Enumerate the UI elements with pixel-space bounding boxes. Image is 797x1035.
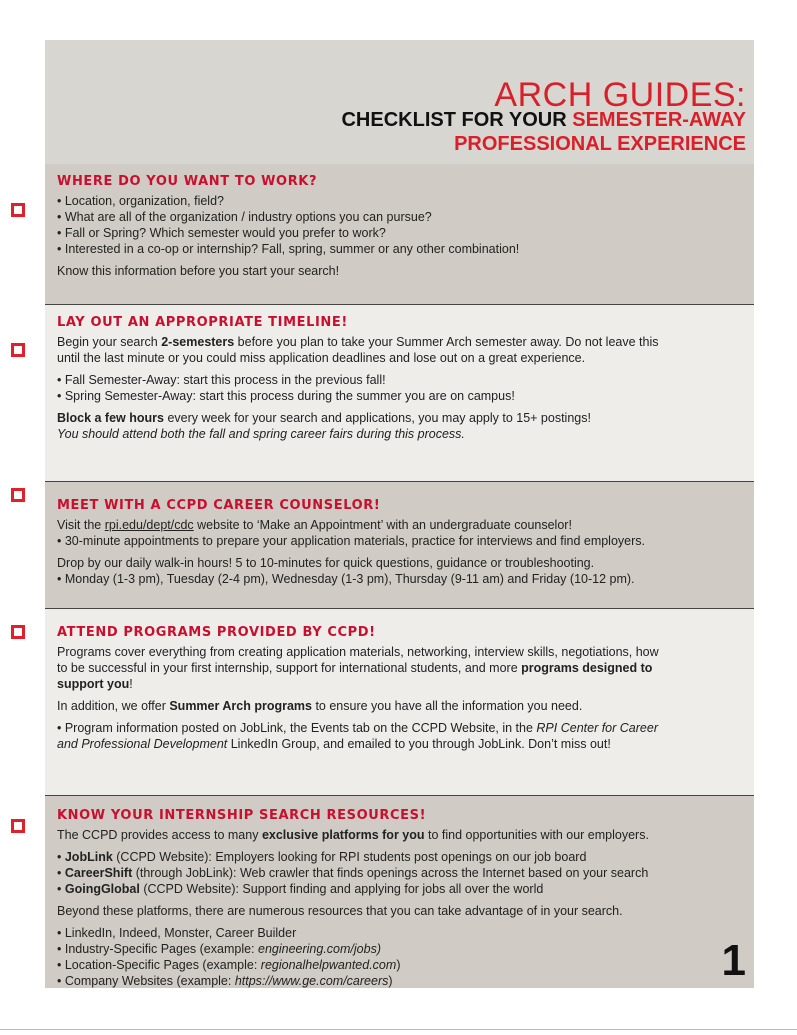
cdc-website-link[interactable]: rpi.edu/dept/cdc (104, 518, 194, 532)
text: The CCPD provides access to many (57, 828, 262, 842)
text: ) (396, 958, 401, 972)
bullet-item: • 30-minute appointments to prepare your application materials, practice for interviews and find employers. (57, 534, 646, 548)
italic-text: https://www.ge.com/careers (234, 974, 389, 988)
checkbox-programs[interactable] (11, 625, 25, 639)
paragraph-line (57, 660, 742, 676)
paragraph-line (57, 736, 742, 752)
subtitle-accent: SEMESTER-AWAY (572, 109, 746, 131)
guide-page (45, 40, 754, 988)
section-counselor (45, 482, 754, 608)
page-title: ARCH GUIDES: (494, 76, 746, 114)
bold-text: GoingGlobal (64, 882, 140, 896)
bullet-item: • Interested in a co-op or internship? Fall, spring, summer or any other combination! (57, 242, 520, 256)
text: (through JobLink): Web crawler that finds openings across the Internet based on your search (132, 866, 649, 880)
page-subtitle-line2: PROFESSIONAL EXPERIENCE (454, 133, 746, 155)
bold-text: Summer Arch programs (169, 699, 312, 713)
bullet-item: • Monday (1-3 pm), Tuesday (2-4 pm), Wednesday (1-3 pm), Thursday (9-11 am) and Friday (10-12 pm). (57, 572, 635, 586)
text: website to ‘Make an Appointment’ with an undergraduate counselor! (193, 518, 572, 532)
subtitle-prefix: CHECKLIST FOR YOUR (341, 109, 573, 131)
section-title: MEET WITH A CCPD CAREER COUNSELOR! (57, 498, 381, 513)
bold-text: JobLink (64, 850, 113, 864)
bold-text: exclusive platforms for you (261, 828, 425, 842)
bullet-item (57, 941, 742, 957)
paragraph-line (57, 827, 742, 843)
bullet-item: • What are all of the organization / industry options you can pursue? (57, 210, 432, 224)
text: LinkedIn Group, and emailed to you through JobLink. Don’t miss out! (227, 737, 611, 751)
text: to be successful in your first internship, support for international students, and more (57, 661, 522, 675)
bullet-item (57, 957, 742, 973)
text: Begin your search (57, 335, 162, 349)
text: • Location-Specific Pages (example: (57, 958, 261, 972)
text: (CCPD Website): Employers looking for RPI students post openings on our job board (112, 850, 587, 864)
bold-text: programs designed to (521, 661, 653, 675)
text: ! (129, 677, 133, 691)
italic-text: You should attend both the fall and spring career fairs during this process. (57, 427, 465, 441)
section-title: ATTEND PROGRAMS PROVIDED BY CCPD! (57, 625, 376, 640)
paragraph-line (57, 426, 742, 442)
text: to ensure you have all the information you need. (311, 699, 583, 713)
text: to find opportunities with our employers. (424, 828, 649, 842)
paragraph-line (57, 698, 742, 714)
section-title: WHERE DO YOU WANT TO WORK? (57, 174, 318, 189)
paragraph-line: Programs cover everything from creating application materials, networking, interview skills, negotiations, how (57, 645, 659, 659)
bullet-item: • Location, organization, field? (57, 194, 224, 208)
header-banner (45, 40, 754, 164)
checkbox-counselor[interactable] (11, 488, 25, 502)
text: In addition, we offer (57, 699, 170, 713)
text: Visit the (57, 518, 105, 532)
paragraph-line (57, 334, 742, 350)
bullet-item: • Fall Semester-Away: start this process in the previous fall! (57, 373, 386, 387)
resource-item: • JobLink (CCPD Website): Employers looking for RPI students post openings on our job board (57, 850, 587, 864)
text: (CCPD Website): Support finding and applying for jobs all over the world (139, 882, 544, 896)
text: before you plan to take your Summer Arch semester away. Do not leave this (234, 335, 659, 349)
checkbox-timeline[interactable] (11, 343, 25, 357)
page-subtitle (341, 109, 746, 132)
text: ) (388, 974, 393, 988)
bottom-rule (0, 1029, 797, 1030)
text: every week for your search and applications, you may apply to 15+ postings! (163, 411, 591, 425)
bullet-item: • Fall or Spring? Which semester would you prefer to work? (57, 226, 386, 240)
checkbox-where-to-work[interactable] (11, 203, 25, 217)
text: • Company Websites (example: (57, 974, 235, 988)
bullet-item (57, 973, 742, 989)
checkbox-resources[interactable] (11, 819, 25, 833)
section-title: KNOW YOUR INTERNSHIP SEARCH RESOURCES! (57, 808, 427, 823)
section-title: LAY OUT AN APPROPRIATE TIMELINE! (57, 315, 348, 330)
resource-item: • CareerShift (through JobLink): Web crawler that finds openings across the Internet based on your search (57, 866, 649, 880)
italic-text: engineering.com/jobs) (258, 942, 381, 956)
bold-text: support you (57, 677, 130, 691)
closing-text: Know this information before you start your search! (57, 264, 340, 278)
bullet-item: • Spring Semester-Away: start this process during the summer you are on campus! (57, 389, 515, 403)
bold-text: Block a few hours (57, 411, 164, 425)
page-number: 1 (721, 936, 746, 985)
paragraph-line: Drop by our daily walk-in hours! 5 to 10-minutes for quick questions, guidance or troubleshooting. (57, 556, 595, 570)
bold-text: 2-semesters (161, 335, 235, 349)
paragraph-line (57, 720, 742, 736)
italic-text: regionalhelpwanted.com (260, 958, 397, 972)
section-resources (45, 796, 754, 988)
text: • Program information posted on JobLink, the Events tab on the CCPD Website, in the (57, 721, 537, 735)
text: • Industry-Specific Pages (example: (57, 942, 258, 956)
paragraph-line: until the last minute or you could miss application deadlines and lose out on a great experience. (57, 351, 586, 365)
italic-text: and Professional Development (57, 737, 228, 751)
paragraph-line (57, 517, 742, 533)
section-timeline (45, 305, 754, 481)
section-where-to-work (45, 164, 754, 304)
resource-item: • GoingGlobal (CCPD Website): Support finding and applying for jobs all over the world (57, 882, 544, 896)
italic-text: RPI Center for Career (536, 721, 658, 735)
paragraph-line (57, 410, 742, 426)
bold-text: CareerShift (64, 866, 133, 880)
section-programs (45, 609, 754, 795)
paragraph-line (57, 676, 742, 692)
bullet-item: • LinkedIn, Indeed, Monster, Career Builder (57, 926, 297, 940)
paragraph-line: Beyond these platforms, there are numerous resources that you can take advantage of in your search. (57, 904, 623, 918)
